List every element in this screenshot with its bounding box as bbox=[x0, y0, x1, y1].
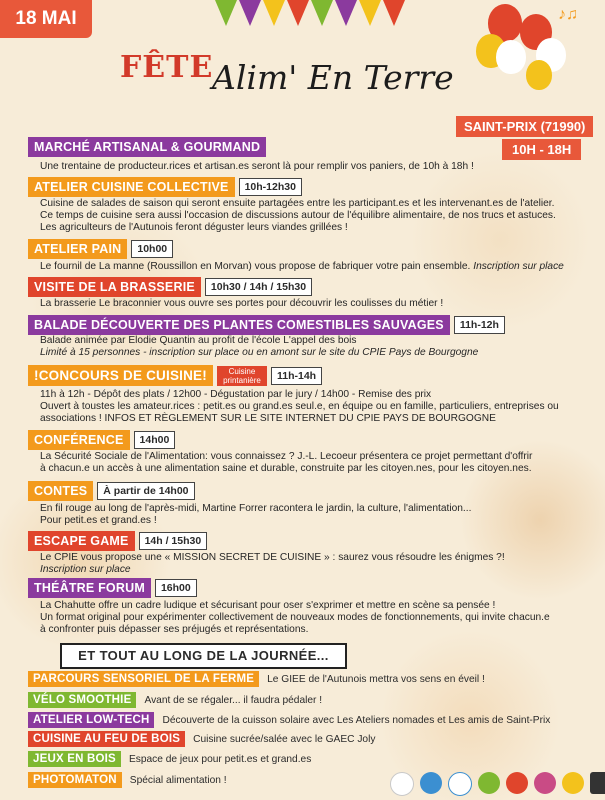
section-text: La Chahutte offre un cadre ludique et sécurisant pour oser s'exprimer et mettre en scène sa pensée ! bbox=[40, 600, 496, 611]
time-tag: 11h-12h bbox=[454, 316, 505, 334]
all-day-label: PHOTOMATON bbox=[28, 772, 122, 788]
all-day-desc: Découverte de la cuisson solaire avec Les Ateliers nomades et Les amis de Saint-Prix bbox=[162, 714, 551, 726]
music-note-icon: ♪♫ bbox=[558, 6, 578, 23]
section-text: à chacun.e un accès à une alimentation saine et durable, construite par les citoyen.nes, pour les citoyen.nes. bbox=[40, 463, 532, 474]
partner-logo-icon bbox=[420, 772, 442, 794]
time-tag: 10h30 / 14h / 15h30 bbox=[205, 278, 312, 296]
partner-logo-icon bbox=[562, 772, 584, 794]
section-label: BALADE DÉCOUVERTE DES PLANTES COMESTIBLES SAUVAGES bbox=[28, 315, 450, 335]
hours-badge: 10H - 18H bbox=[502, 139, 581, 160]
partner-logo-icon bbox=[590, 772, 605, 794]
section-text: Limité à 15 personnes - inscription sur place ou en amont sur le site du CPIE Pays de Bourgogne bbox=[40, 347, 479, 358]
section-label: CONTES bbox=[28, 481, 93, 501]
section-label: ATELIER PAIN bbox=[28, 239, 127, 259]
section-header bbox=[28, 365, 322, 386]
all-day-label: JEUX EN BOIS bbox=[28, 751, 121, 767]
section-header bbox=[28, 481, 195, 501]
bunting-decoration bbox=[215, 0, 425, 30]
all-day-header: ET TOUT AU LONG DE LA JOURNÉE... bbox=[60, 643, 347, 669]
event-title bbox=[120, 44, 480, 114]
registration-note: Inscription sur place bbox=[473, 261, 564, 272]
section-label: VISITE DE LA BRASSERIE bbox=[28, 277, 201, 297]
all-day-desc: Avant de se régaler... il faudra pédaler ! bbox=[144, 694, 323, 706]
section-text: La Sécurité Sociale de l'Alimentation: vous connaissez ? J.-L. Lecoeur présentera ce projet permettant d'offrir bbox=[40, 451, 533, 462]
partner-logo-icon bbox=[448, 772, 472, 796]
partner-logo-icon bbox=[506, 772, 528, 794]
section-header bbox=[28, 578, 197, 598]
partner-logo-icon bbox=[534, 772, 556, 794]
time-tag: 14h / 15h30 bbox=[139, 532, 208, 550]
section-text: Cuisine de salades de saison qui seront ensuite partagées entre les participant.es et les intervenant.es de l'atelier. bbox=[40, 198, 555, 209]
section-label: CONFÉRENCE bbox=[28, 430, 130, 450]
all-day-desc: Cuisine sucrée/salée avec le GAEC Joly bbox=[193, 733, 376, 745]
time-tag: 10h00 bbox=[131, 240, 173, 258]
location-badge: SAINT-PRIX (71990) bbox=[456, 116, 593, 137]
section-text: Ouvert à toustes les amateur.rices : petit.es ou grand.es seul.e, en équipe ou en famille, particuliers, entreprises ou bbox=[40, 401, 559, 412]
section-header bbox=[28, 137, 266, 157]
all-day-item bbox=[28, 671, 485, 687]
section-sublabel: Cuisine printanière bbox=[217, 366, 267, 386]
section-label: ESCAPE GAME bbox=[28, 531, 135, 551]
time-tag: 11h-14h bbox=[271, 367, 322, 385]
title-main: Alim' En Terre bbox=[212, 58, 454, 97]
section-text: Le CPIE vous propose une « MISSION SECRET DE CUISINE » : saurez vous résoudre les énigmes ?! bbox=[40, 552, 505, 563]
section-text: Les agriculteurs de l'Autunois feront déguster leurs viandes grillées ! bbox=[40, 222, 348, 233]
all-day-label: CUISINE AU FEU DE BOIS bbox=[28, 731, 185, 747]
partner-logos bbox=[390, 772, 605, 796]
section-text: associations ! INFOS ET RÈGLEMENT SUR LE SITE INTERNET DU CPIE PAYS DE BOURGOGNE bbox=[40, 413, 496, 424]
all-day-label: PARCOURS SENSORIEL DE LA FERME bbox=[28, 671, 259, 687]
section-header bbox=[28, 531, 207, 551]
all-day-desc: Espace de jeux pour petit.es et grand.es bbox=[128, 753, 312, 765]
section-header bbox=[28, 277, 312, 297]
all-day-item bbox=[28, 751, 311, 767]
all-day-item bbox=[28, 692, 322, 708]
section-header bbox=[28, 177, 302, 197]
date-badge: 18 MAI bbox=[0, 0, 92, 38]
section-label: THÉÂTRE FORUM bbox=[28, 578, 151, 598]
title-fete: FÊTE bbox=[120, 50, 214, 85]
section-text: 11h à 12h - Dépôt des plats / 12h00 - Dégustation par le jury / 14h00 - Remise des prix bbox=[40, 389, 432, 400]
section-text: Une trentaine de producteur.rices et artisan.es seront là pour remplir vos paniers, de 10h à 18h ! bbox=[40, 161, 474, 172]
all-day-item bbox=[28, 772, 227, 788]
section-header bbox=[28, 430, 175, 450]
section-text: Ce temps de cuisine sera aussi l'occasion de discussions autour de l'équilibre alimentaire, de nos trucs et astuces. bbox=[40, 210, 556, 221]
section-text: La brasserie Le braconnier vous ouvre ses portes pour découvrir les coulisses du métier ! bbox=[40, 298, 444, 309]
section-text: En fil rouge au long de l'après-midi, Martine Forrer racontera le jardin, la culture, l'alimentation... bbox=[40, 503, 472, 514]
time-tag: 10h-12h30 bbox=[239, 178, 302, 196]
section-label: !CONCOURS DE CUISINE! bbox=[28, 365, 213, 386]
section-text: Inscription sur place bbox=[40, 564, 131, 575]
time-tag: 16h00 bbox=[155, 579, 197, 597]
section-text: Un format original pour expérimenter collectivement de nouveaux modes de fonctionnements, qui invite chacun.e bbox=[40, 612, 550, 623]
section-text: Balade animée par Elodie Quantin au profit de l'école L'appel des bois bbox=[40, 335, 357, 346]
all-day-desc: Le GIEE de l'Autunois mettra vos sens en éveil ! bbox=[267, 673, 485, 685]
partner-logo-icon bbox=[478, 772, 500, 794]
section-text: Pour petit.es et grand.es ! bbox=[40, 515, 157, 526]
section-text: Le fournil de La manne (Roussillon en Morvan) vous propose de fabriquer votre pain ensemble. Inscription sur place bbox=[40, 261, 564, 272]
all-day-item bbox=[28, 712, 550, 728]
section-text: à confronter puis dépasser ses préjugés et représentations. bbox=[40, 624, 309, 635]
time-tag: 14h00 bbox=[134, 431, 176, 449]
all-day-item bbox=[28, 731, 375, 747]
time-tag: À partir de 14h00 bbox=[97, 482, 194, 500]
all-day-desc: Spécial alimentation ! bbox=[129, 774, 227, 786]
section-header bbox=[28, 239, 173, 259]
section-label: MARCHÉ ARTISANAL & GOURMAND bbox=[28, 137, 266, 157]
section-label: ATELIER CUISINE COLLECTIVE bbox=[28, 177, 235, 197]
section-header bbox=[28, 315, 505, 335]
all-day-label: VÉLO SMOOTHIE bbox=[28, 692, 136, 708]
partner-logo-icon bbox=[390, 772, 414, 796]
all-day-label: ATELIER LOW-TECH bbox=[28, 712, 154, 728]
